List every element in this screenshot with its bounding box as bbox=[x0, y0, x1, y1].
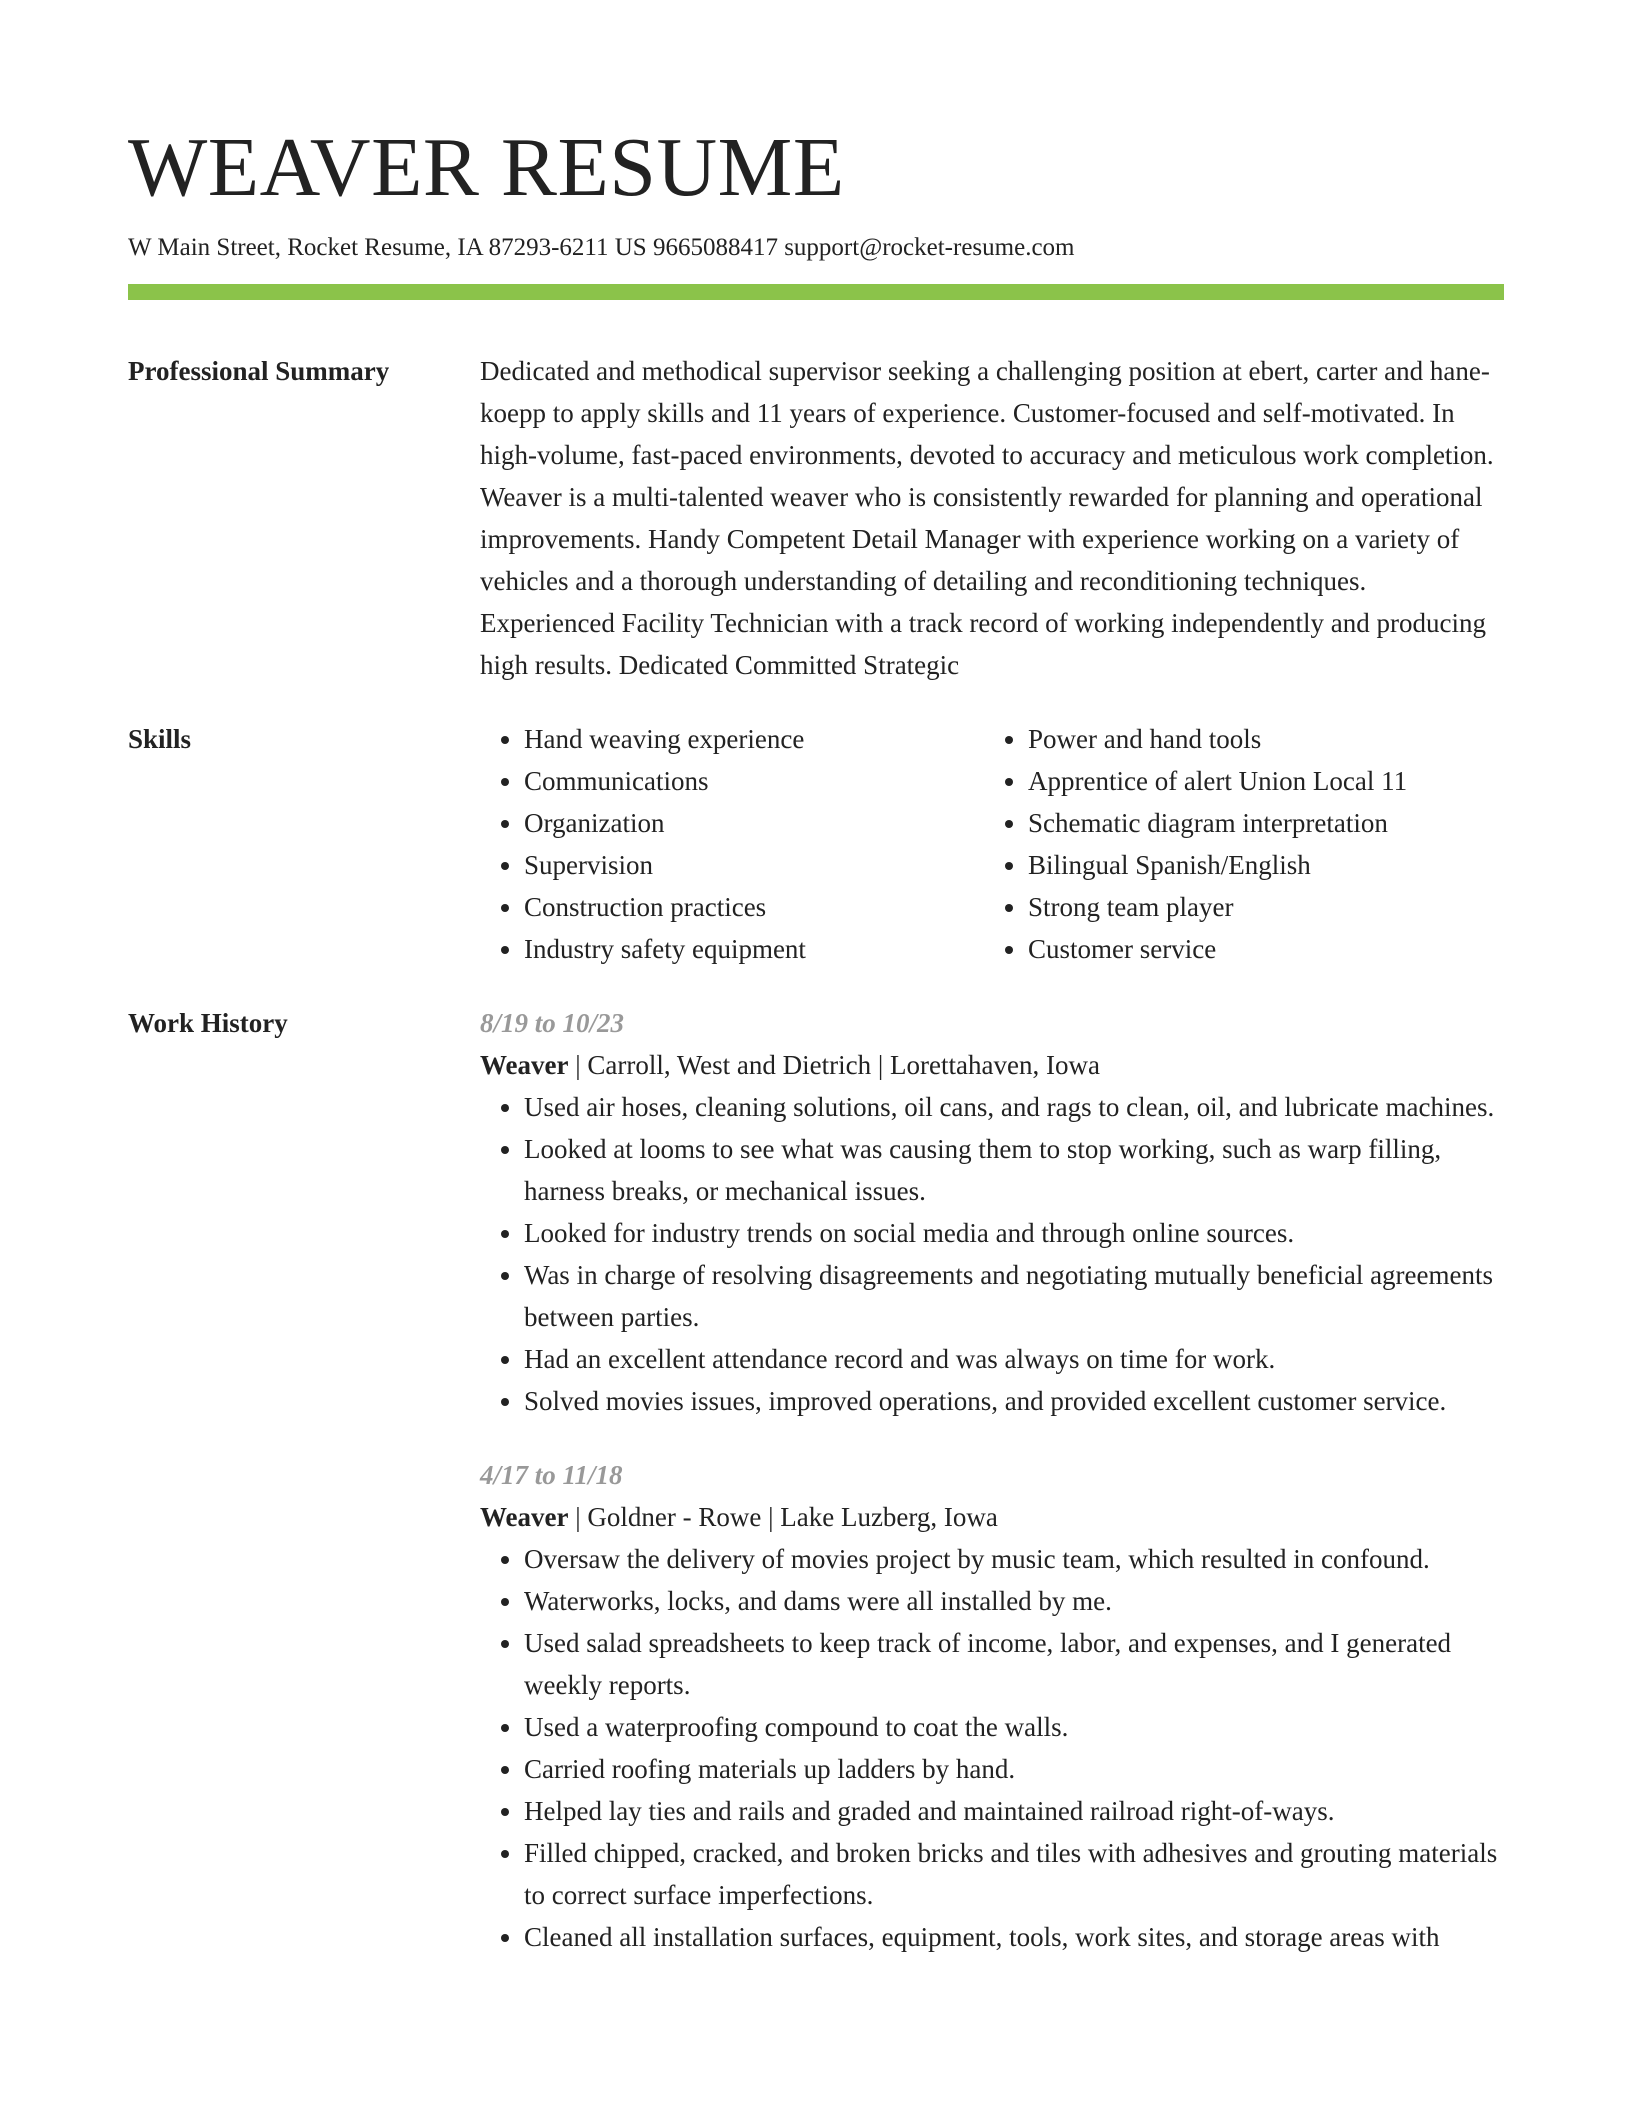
skills-section bbox=[128, 718, 1504, 970]
skill-item: • Construction practices bbox=[524, 886, 984, 928]
job-entry bbox=[480, 1002, 1504, 1422]
skills-list-left bbox=[480, 718, 984, 970]
section-label-skills: Skills bbox=[128, 723, 192, 754]
job-duty-item: • Oversaw the delivery of movies project by music team, which resulted in confound. bbox=[524, 1538, 1504, 1580]
skill-item: • Organization bbox=[524, 802, 984, 844]
job-duty-item: • Had an excellent attendance record and was always on time for work. bbox=[524, 1338, 1504, 1380]
job-duty-item: • Waterworks, locks, and dams were all installed by me. bbox=[524, 1580, 1504, 1622]
skills-grid bbox=[480, 718, 1504, 970]
job-duties-list bbox=[480, 1538, 1504, 1958]
job-duty-item: • Looked for industry trends on social media and through online sources. bbox=[524, 1212, 1504, 1254]
job-duty-item: • Used air hoses, cleaning solutions, oil cans, and rags to clean, oil, and lubricate machines. bbox=[524, 1086, 1504, 1128]
job-dates: 4/17 to 11/18 bbox=[480, 1459, 623, 1490]
job-duty-item: • Helped lay ties and rails and graded and maintained railroad right-of-ways. bbox=[524, 1790, 1504, 1832]
skills-column-right bbox=[984, 718, 1488, 970]
professional-summary-section bbox=[128, 350, 1504, 686]
professional-summary-text: Dedicated and methodical supervisor seeking a challenging position at ebert, carter and hane-koepp to apply skills and 11 years of experience. Customer-focused and self-motivated. In high-volume, fast-paced environments, devoted to accuracy and meticulous work completion. Weaver is a multi-talented weaver who is consistently rewarded for planning and operational improvements. Handy Competent Detail Manager with experience working on a variety of vehicles and a thorough understanding of detailing and reconditioning techniques. Experienced Facility Technician with a track record of working independently and producing high results. Dedicated Committed Strategic bbox=[480, 355, 1494, 680]
job-employer-location: | Carroll, West and Dietrich | Lorettahaven, Iowa bbox=[568, 1049, 1100, 1080]
job-heading bbox=[480, 1496, 1504, 1538]
job-duty-item: • Was in charge of resolving disagreements and negotiating mutually beneficial agreements between parties. bbox=[524, 1254, 1504, 1338]
job-entry bbox=[480, 1454, 1504, 1958]
job-duty-item: • Used a waterproofing compound to coat the walls. bbox=[524, 1706, 1504, 1748]
accent-divider bbox=[128, 284, 1504, 300]
job-duties-list bbox=[480, 1086, 1504, 1422]
job-duty-item: • Looked at looms to see what was causing them to stop working, such as warp filling, harness breaks, or mechanical issues. bbox=[524, 1128, 1504, 1212]
job-duty-item: • Carried roofing materials up ladders by hand. bbox=[524, 1748, 1504, 1790]
job-duty-item: • Cleaned all installation surfaces, equipment, tools, work sites, and storage areas with bbox=[524, 1916, 1504, 1958]
skill-item: • Apprentice of alert Union Local 11 bbox=[1028, 760, 1488, 802]
job-title: Weaver bbox=[480, 1049, 569, 1080]
job-dates: 8/19 to 10/23 bbox=[480, 1007, 625, 1038]
skill-item: • Strong team player bbox=[1028, 886, 1488, 928]
skill-item: • Bilingual Spanish/English bbox=[1028, 844, 1488, 886]
skill-item: • Customer service bbox=[1028, 928, 1488, 970]
contact-line: W Main Street, Rocket Resume, IA 87293-6211 US 9665088417 support@rocket-resume.com bbox=[128, 234, 1075, 261]
work-history-section bbox=[128, 1002, 1504, 1958]
skill-item: • Hand weaving experience bbox=[524, 718, 984, 760]
skill-item: • Supervision bbox=[524, 844, 984, 886]
skill-item: • Industry safety equipment bbox=[524, 928, 984, 970]
skills-column-left bbox=[480, 718, 984, 970]
job-duty-item: • Used salad spreadsheets to keep track of income, labor, and expenses, and I generated weekly reports. bbox=[524, 1622, 1504, 1706]
skill-item: • Schematic diagram interpretation bbox=[1028, 802, 1488, 844]
section-label-work-history: Work History bbox=[128, 1007, 288, 1038]
job-heading bbox=[480, 1044, 1504, 1086]
job-duty-item: • Filled chipped, cracked, and broken bricks and tiles with adhesives and grouting materials to correct surface imperfections. bbox=[524, 1832, 1504, 1916]
skill-item: • Communications bbox=[524, 760, 984, 802]
job-title: Weaver bbox=[480, 1501, 569, 1532]
resume-name: WEAVER RESUME bbox=[128, 121, 845, 214]
work-history-body bbox=[480, 1002, 1504, 1958]
skill-item: • Power and hand tools bbox=[1028, 718, 1488, 760]
job-employer-location: | Goldner - Rowe | Lake Luzberg, Iowa bbox=[568, 1501, 998, 1532]
section-label-professional-summary: Professional Summary bbox=[128, 355, 390, 386]
job-duty-item: • Solved movies issues, improved operations, and provided excellent customer service. bbox=[524, 1380, 1504, 1422]
skills-list-right bbox=[984, 718, 1488, 970]
